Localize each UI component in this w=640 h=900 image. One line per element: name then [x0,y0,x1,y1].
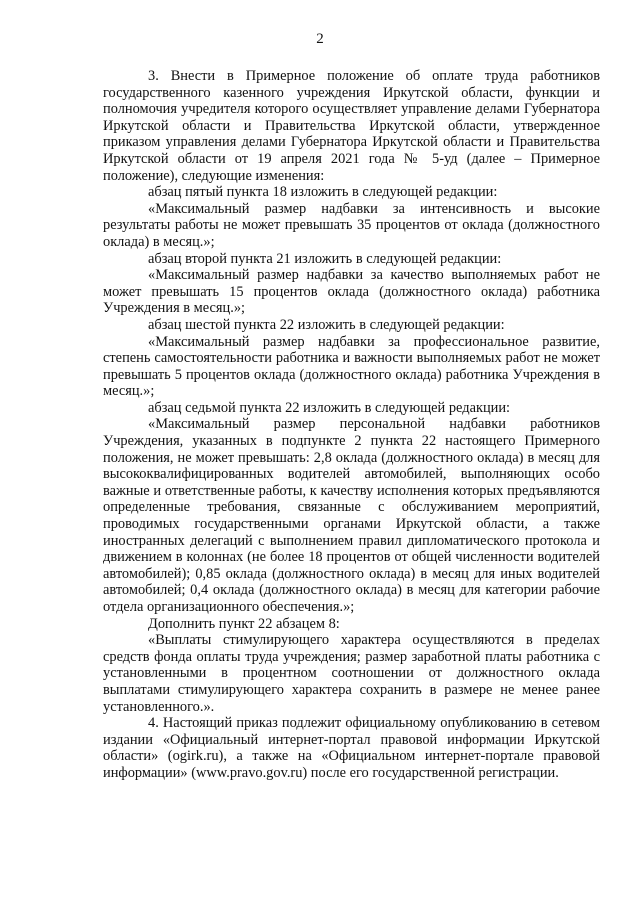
paragraph-quote: «Максимальный размер персональной надбавки работников Учреждения, указанных в подпункте 2 пункта 22 настоящего Примерного положения, не может превышать: 2,8 оклада (должностного оклада) в месяц для высококвалифицированных водителей автомобилей, выполняющих особо важные и ответственные работы, к качеству исполнения которых предъявляются определенные требования, связанные с обслуживанием мероприятий, проводимых государственными органами Иркутской области, а также иностранных делегаций с выполнением правил дипломатического протокола и движением в колоннах (не более 18 процентов от общей численности водителей автомобилей); 0,85 оклада (должностного оклада) в месяц для иных водителей автомобилей; 0,4 оклада (должностного оклада) в месяц для категории рабочие отдела организационного обеспечения.»; [103,416,600,615]
page-number: 2 [316,31,324,47]
paragraph-quote: «Максимальный размер надбавки за качество выполняемых работ не может превышать 15 процентов оклада (должностного оклада) работника Учреждения в месяц.»; [103,267,600,317]
paragraph-item-4: 4. Настоящий приказ подлежит официальному опубликованию в сетевом издании «Официальный интернет-портал правовой информации Иркутской области» (ogirk.ru), а также на «Официальном интернет-портале правовой информации» (www.pravo.gov.ru) после его государственной регистрации. [103,715,600,781]
paragraph-quote: «Максимальный размер надбавки за интенсивность и высокие результаты работы не может превышать 35 процентов от оклада (должностного оклада) в месяц.»; [103,200,600,250]
document-body [103,68,600,782]
paragraph-instruction: абзац второй пункта 21 изложить в следующей редакции: [148,250,502,267]
paragraph-quote: «Максимальный размер надбавки за профессиональное развитие, степень самостоятельности работника и важности выполняемых работ не может превышать 5 процентов оклада (должностного оклада) работника Учреждения в месяц.»; [103,333,600,400]
paragraph-quote: «Выплаты стимулирующего характера осуществляются в пределах средств фонда оплаты труда учреждения; размер заработной платы работника с установленными в процентном соотношении от должностного оклада выплатами стимулирующего характера сохранить в размере не менее ранее установленного.». [103,632,600,715]
paragraph-instruction: абзац шестой пункта 22 изложить в следующей редакции: [148,316,505,333]
paragraph-instruction: Дополнить пункт 22 абзацем 8: [148,615,340,632]
paragraph-item-3: 3. Внести в Примерное положение об оплате труда работников государственного казенного учреждения Иркутской области, функции и полномочия учредителя которого осуществляет управление делами Губернатора Иркутской области и Правительства Иркутской области, утвержденное приказом управления делами Губернатора Иркутской области и Правительства Иркутской области от 19 апреля 2021 года № 5-уд (далее – Примерное положение), следующие изменения: [103,68,600,184]
paragraph-instruction: абзац седьмой пункта 22 изложить в следующей редакции: [148,399,511,416]
paragraph-instruction: абзац пятый пункта 18 изложить в следующей редакции: [148,184,498,201]
